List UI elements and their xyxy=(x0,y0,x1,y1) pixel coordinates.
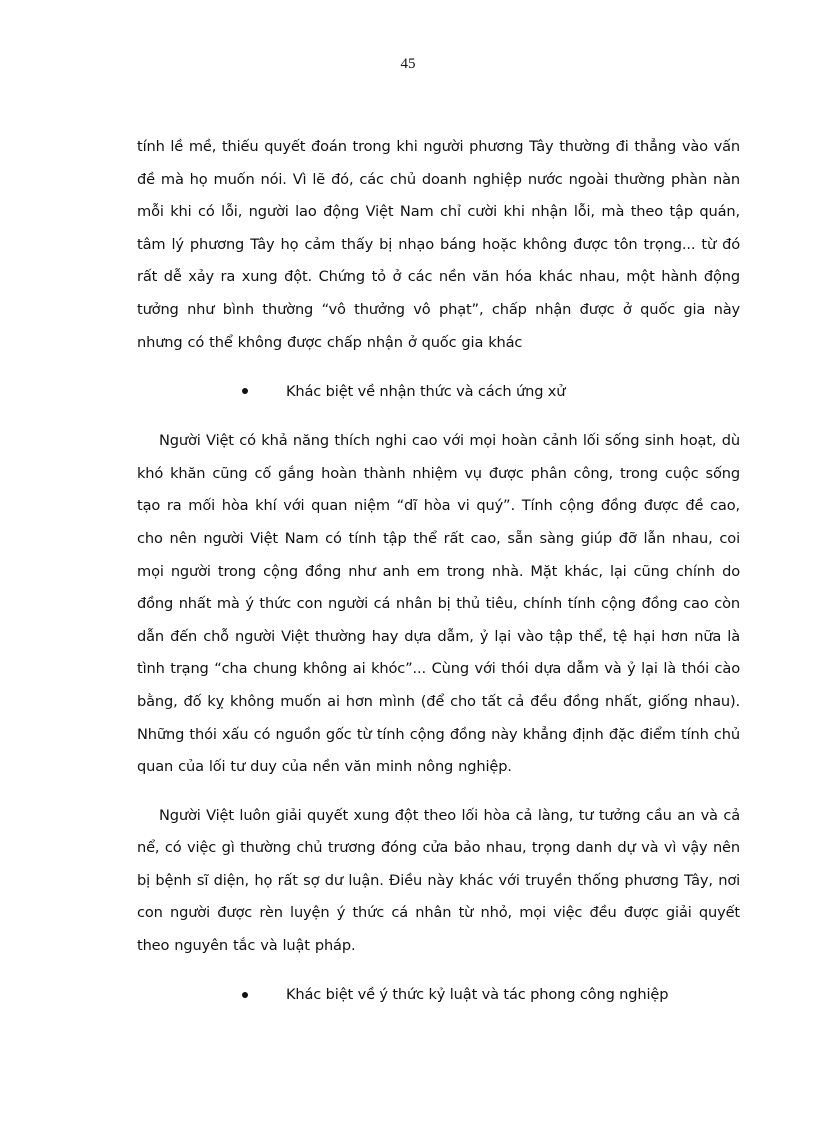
paragraph-continuation: tính lề mề, thiếu quyết đoán trong khi người phương Tây thường đi thẳng vào vấn đề mà họ muốn nói. Vì lẽ đó, các chủ doanh nghiệp nước ngoài thường phàn nàn mỗi khi có lỗi, người lao động Việt Nam chỉ cười khi nhận lỗi, mà theo tập quán, tâm lý phương Tây họ cảm thấy bị nhạo báng hoặc không được tôn trọng... từ đó rất dễ xảy ra xung đột. Chứng tỏ ở các nền văn hóa khác nhau, một hành động tưởng như bình thường “vô thưởng vô phạt”, chấp nhận được ở quốc gia này nhưng có thể không được chấp nhận ở quốc gia khác xyxy=(137,138,740,351)
page-number: 45 xyxy=(400,56,416,72)
spacer xyxy=(137,963,740,979)
spacer xyxy=(137,784,740,800)
bullet-icon xyxy=(242,992,248,998)
paragraph-conflict-resolution: Người Việt luôn giải quyết xung đột theo lối hòa cả làng, tư tưởng cầu an và cả nể, có việc gì thường chủ trương đóng cửa bảo nhau, trọng danh dự và vì vậy nên bị bệnh sĩ diện, họ rất sợ dư luận. Điều này khác với truyền thống phương Tây, nơi con người được rèn luyện ý thức cá nhân từ nhỏ, mọi việc đều được giải quyết theo nguyên tắc và luật pháp. xyxy=(137,806,740,955)
bullet-heading-text: Khác biệt về ý thức kỷ luật và tác phong công nghiệp xyxy=(286,986,669,1004)
page-content xyxy=(137,131,740,1011)
paragraph-adaptability: Người Việt có khả năng thích nghi cao với mọi hoàn cảnh lối sống sinh hoạt, dù khó khăn cũng cố gắng hoàn thành nhiệm vụ được phân công, trong cuộc sống tạo ra mối hòa khí với quan niệm “dĩ hòa vi quý”. Tính cộng đồng được đề cao, cho nên người Việt Nam có tính tập thể rất cao, sẵn sàng giúp đỡ lẫn nhau, coi mọi người trong cộng đồng như anh em trong nhà. Mặt khác, lại cũng chính do đồng nhất mà ý thức con người cá nhân bị thủ tiêu, chính tính cộng đồng cao còn dẫn đến chỗ người Việt thường hay dựa dẫm, ỷ lại vào tập thể, tệ hại hơn nữa là tình trạng “cha chung không ai khóc”... Cùng với thói dựa dẫm và ỷ lại là thói cào bằng, đố kỵ không muốn ai hơn mình (để cho tất cả đều đồng nhất, giống nhau). Những thói xấu có nguồn gốc từ tính cộng đồng này khẳng định đặc điểm tính chủ quan của lối tư duy của nền văn minh nông nghiệp. xyxy=(137,432,740,776)
spacer xyxy=(137,359,740,375)
bullet-heading-perception xyxy=(137,375,740,407)
bullet-icon xyxy=(242,388,248,394)
spacer xyxy=(137,407,740,425)
bullet-heading-discipline xyxy=(137,979,740,1011)
bullet-heading-text: Khác biệt về nhận thức và cách ứng xử xyxy=(286,382,566,400)
